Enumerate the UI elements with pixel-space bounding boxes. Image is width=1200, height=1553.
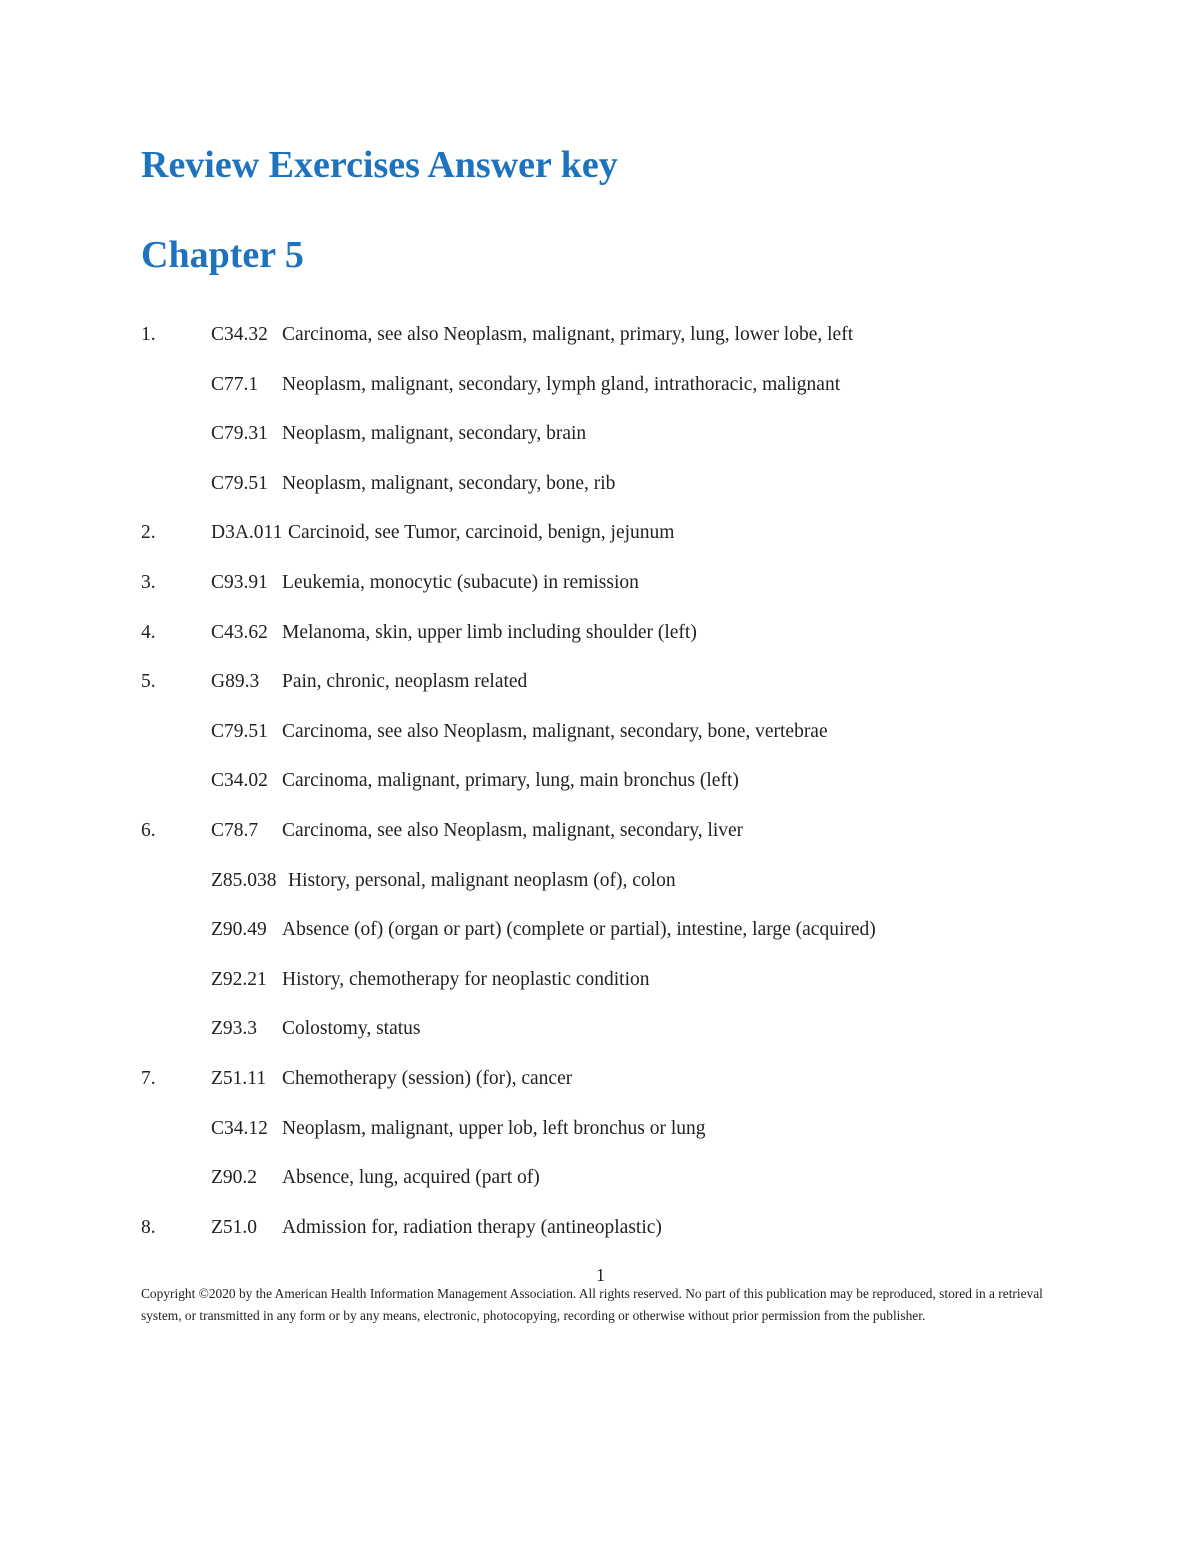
answer-row xyxy=(141,417,1081,467)
answer-code: Z93.3 xyxy=(211,1018,258,1040)
answer-row xyxy=(141,814,1081,864)
answer-row xyxy=(141,864,1081,914)
answer-code: C79.51 xyxy=(211,472,268,494)
answer-description: History, personal, malignant neoplasm (of), colon xyxy=(288,869,676,891)
answer-description: Carcinoma, see also Neoplasm, malignant, secondary, liver xyxy=(282,819,744,841)
answer-number: 6. xyxy=(141,819,156,841)
answer-row xyxy=(141,715,1081,765)
answer-row xyxy=(141,566,1081,616)
answer-code: C43.62 xyxy=(211,621,268,643)
answer-code: C93.91 xyxy=(211,571,268,593)
answer-number: 1. xyxy=(141,324,156,345)
answer-code: Z51.0 xyxy=(211,1216,258,1238)
answer-row xyxy=(141,318,1081,368)
copyright-notice: Copyright ©2020 by the American Health Information Management Association. All rights reserved. No part of this publication may be reproduced, stored in a retrieval system, or transmitted in any form or by any means, electronic, photocopying, recording or otherwise without prior permission from the publisher. xyxy=(141,1286,1043,1323)
answer-number: 3. xyxy=(141,571,156,593)
answer-description: Neoplasm, malignant, secondary, lymph gland, intrathoracic, malignant xyxy=(282,373,841,395)
answer-description: Colostomy, status xyxy=(282,1018,421,1040)
answer-row xyxy=(141,764,1081,814)
chapter-heading: Chapter 5 xyxy=(141,234,304,276)
answer-code: Z90.49 xyxy=(211,919,267,941)
answer-row xyxy=(141,1062,1081,1112)
answer-number: 4. xyxy=(141,621,156,643)
answer-row xyxy=(141,1112,1081,1162)
document-title: Review Exercises Answer key xyxy=(141,144,618,186)
answer-description: Pain, chronic, neoplasm related xyxy=(282,671,528,693)
answer-code: C34.32 xyxy=(211,324,268,345)
answer-description: Carcinoid, see Tumor, carcinoid, benign, jejunum xyxy=(288,522,675,544)
page-number: 1 xyxy=(596,1265,605,1285)
answer-code: C79.51 xyxy=(211,720,268,742)
answer-code: Z92.21 xyxy=(211,968,267,990)
answer-code: C34.02 xyxy=(211,770,268,792)
answer-description: Chemotherapy (session) (for), cancer xyxy=(282,1067,573,1089)
answer-row xyxy=(141,467,1081,517)
answer-description: Carcinoma, see also Neoplasm, malignant, secondary, bone, vertebrae xyxy=(282,720,828,742)
answer-code: C77.1 xyxy=(211,373,259,395)
answer-code: Z51.11 xyxy=(211,1067,267,1089)
answer-description: Leukemia, monocytic (subacute) in remission xyxy=(282,571,639,593)
answer-row xyxy=(141,1211,1081,1261)
answer-description: Neoplasm, malignant, upper lob, left bronchus or lung xyxy=(282,1117,706,1139)
answer-code: Z85.038 xyxy=(211,869,277,891)
answer-code: Z90.2 xyxy=(211,1167,258,1189)
answer-description: Carcinoma, see also Neoplasm, malignant, primary, lung, lower lobe, left xyxy=(282,324,854,345)
answer-code: D3A.011 xyxy=(211,522,283,544)
answer-row xyxy=(141,516,1081,566)
answer-row xyxy=(141,368,1081,418)
answer-row xyxy=(141,1012,1081,1062)
answer-description: Admission for, radiation therapy (antineoplastic) xyxy=(282,1216,662,1238)
answer-number: 2. xyxy=(141,522,156,544)
answer-description: Absence, lung, acquired (part of) xyxy=(282,1167,540,1189)
answer-number: 5. xyxy=(141,671,156,693)
answer-number: 8. xyxy=(141,1216,156,1238)
answer-description: History, chemotherapy for neoplastic condition xyxy=(282,968,650,990)
answer-description: Neoplasm, malignant, secondary, brain xyxy=(282,423,587,445)
answer-number: 7. xyxy=(141,1067,156,1089)
answer-description: Carcinoma, malignant, primary, lung, main bronchus (left) xyxy=(282,770,739,792)
answer-list xyxy=(141,318,1081,1260)
answer-description: Melanoma, skin, upper limb including shoulder (left) xyxy=(282,621,697,643)
answer-code: C78.7 xyxy=(211,819,259,841)
answer-row xyxy=(141,1161,1081,1211)
answer-row xyxy=(141,963,1081,1013)
answer-description: Absence (of) (organ or part) (complete or partial), intestine, large (acquired) xyxy=(282,919,876,941)
answer-code: C34.12 xyxy=(211,1117,268,1139)
answer-code: C79.31 xyxy=(211,423,268,445)
answer-description: Neoplasm, malignant, secondary, bone, rib xyxy=(282,472,616,494)
answer-code: G89.3 xyxy=(211,671,260,693)
answer-row xyxy=(141,616,1081,666)
answer-row xyxy=(141,913,1081,963)
answer-row xyxy=(141,665,1081,715)
